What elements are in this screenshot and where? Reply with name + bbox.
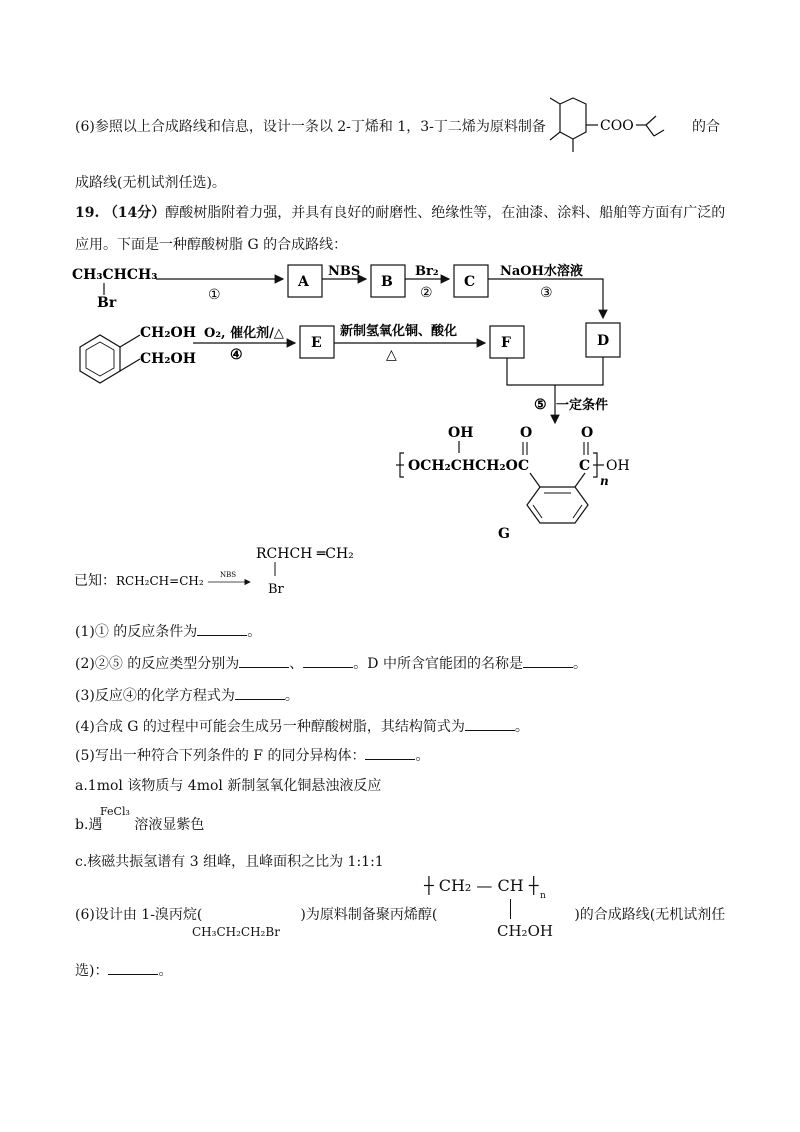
g-oh: OH <box>448 425 474 441</box>
known-reaction <box>70 540 390 610</box>
g-c2: C <box>579 458 591 474</box>
answer-blank-1[interactable] <box>197 635 247 636</box>
condition-b-reagent: FeCl₃ <box>100 805 130 818</box>
box-e-label: E <box>311 335 322 351</box>
start-material-br: Br <box>97 295 117 311</box>
q19-intro-1: 醇酸树脂附着力强，并具有良好的耐磨性、绝缘性等，在油漆、涂料、船舶等方面有广泛的 <box>165 205 726 221</box>
q18-part6-prefix: (6)参照以上合成路线和信息，设计一条以 2-丁烯和 1，3-丁二烯为原料制备 <box>75 119 546 135</box>
q19-intro-line2 <box>75 235 347 255</box>
q18-part6-line2 <box>75 173 226 193</box>
g-end-oh: OH <box>606 458 630 474</box>
answer-blank-2a[interactable] <box>239 667 289 668</box>
step4-label: ④ <box>230 347 243 363</box>
g-n: n <box>600 474 609 488</box>
box-d-label: D <box>597 333 610 349</box>
box-f-label: F <box>501 335 511 351</box>
question-2: (2)②⑤ 的反应类型分别为 、 。D 中所含官能团的名称是 。 <box>75 656 587 672</box>
known-product-br: Br <box>268 582 284 597</box>
ch2oh-1: CH₂OH <box>140 325 196 341</box>
answer-blank-2c[interactable] <box>523 667 573 668</box>
known-reactant: RCH₂CH=CH₂ <box>116 574 204 588</box>
answer-blank-2b[interactable] <box>303 667 353 668</box>
step2-label: ② <box>420 285 433 301</box>
q18-part6-line2-text: 成路线(无机试剂任选)。 <box>75 175 226 191</box>
condition5: 一定条件 <box>556 398 609 413</box>
nbs-reagent: NBS <box>328 264 361 279</box>
g-c1: C <box>518 458 530 474</box>
g-o1: O <box>520 425 533 441</box>
q19-intro-line1 <box>75 203 725 223</box>
g-o2: O <box>581 425 594 441</box>
condition-c: c.核磁共振氢谱有 3 组峰，且峰面积之比为 1:1:1 <box>75 854 384 870</box>
q18-part6-suffix-line <box>692 117 720 137</box>
benzene-ring-g <box>527 487 588 523</box>
question-1: (1)① 的反应条件为 。 <box>75 624 262 640</box>
ch2oh-2: CH₂OH <box>140 351 196 367</box>
answer-blank-5[interactable] <box>365 759 415 760</box>
q19-number: 19. <box>75 205 100 221</box>
step3-label: ③ <box>540 285 553 301</box>
g-chain: OCH₂CHCH₂O <box>408 458 518 474</box>
question-6-line2: 选)： 。 <box>75 963 173 979</box>
ester-group-text: COO <box>600 118 634 134</box>
condition-b: b.遇 溶液显紫色 <box>75 817 205 833</box>
question-4: (4)合成 G 的过程中可能会生成另一种醇酸树脂，其结构简式为 。 <box>75 719 529 735</box>
known-label: 已知： <box>74 573 116 589</box>
box-b-label: B <box>381 274 393 290</box>
q19-points: （14分） <box>103 205 166 221</box>
answer-blank-3[interactable] <box>235 699 285 700</box>
start-material: CH₃CHCH₃ <box>72 267 158 283</box>
step5-label: ⑤ <box>534 397 547 413</box>
question-3: (3)反应④的化学方程式为 。 <box>75 688 299 704</box>
answer-blank-4[interactable] <box>465 730 515 731</box>
o2-catalyst: O₂, 催化剂/△ <box>204 326 284 341</box>
box-a-label: A <box>298 274 309 290</box>
polymer-top: ┼ CH₂ — CH ┼ <box>424 876 539 895</box>
synthesis-scheme <box>0 255 800 545</box>
br2-reagent: Br₂ <box>415 264 439 279</box>
q18-part6-suffix: 的合 <box>692 119 720 135</box>
step1-label: ① <box>208 287 221 303</box>
q6-formula: CH₃CH₂CH₂Br <box>192 925 280 939</box>
known-product-top: RCHCH ═CH₂ <box>256 546 354 562</box>
box-c-label: C <box>464 274 476 290</box>
known-nbs: NBS <box>220 571 237 579</box>
question-6: (6)设计由 1-溴丙烷( )为原料制备聚丙烯醇( )的合成路线(无机试剂任 <box>75 907 726 923</box>
heat-label: △ <box>386 347 397 363</box>
polymer-n: n <box>540 891 546 901</box>
cu-reagent: 新制氢氧化铜、酸化 <box>340 324 458 339</box>
q19-intro-2: 应用。下面是一种醇酸树脂 G 的合成路线： <box>75 237 348 253</box>
condition-a: a.1mol 该物质与 4mol 新制氢氧化铜悬浊液反应 <box>75 778 382 794</box>
naoh-reagent: NaOH水溶液 <box>500 264 583 279</box>
target-ester-structure <box>538 94 688 160</box>
g-label: G <box>498 526 510 542</box>
polymer-bottom: CH₂OH <box>497 922 553 940</box>
q18-part6-line1 <box>75 117 546 137</box>
question-5: (5)写出一种符合下列条件的 F 的同分异构体： 。 <box>75 748 430 764</box>
answer-blank-6[interactable] <box>108 974 158 975</box>
